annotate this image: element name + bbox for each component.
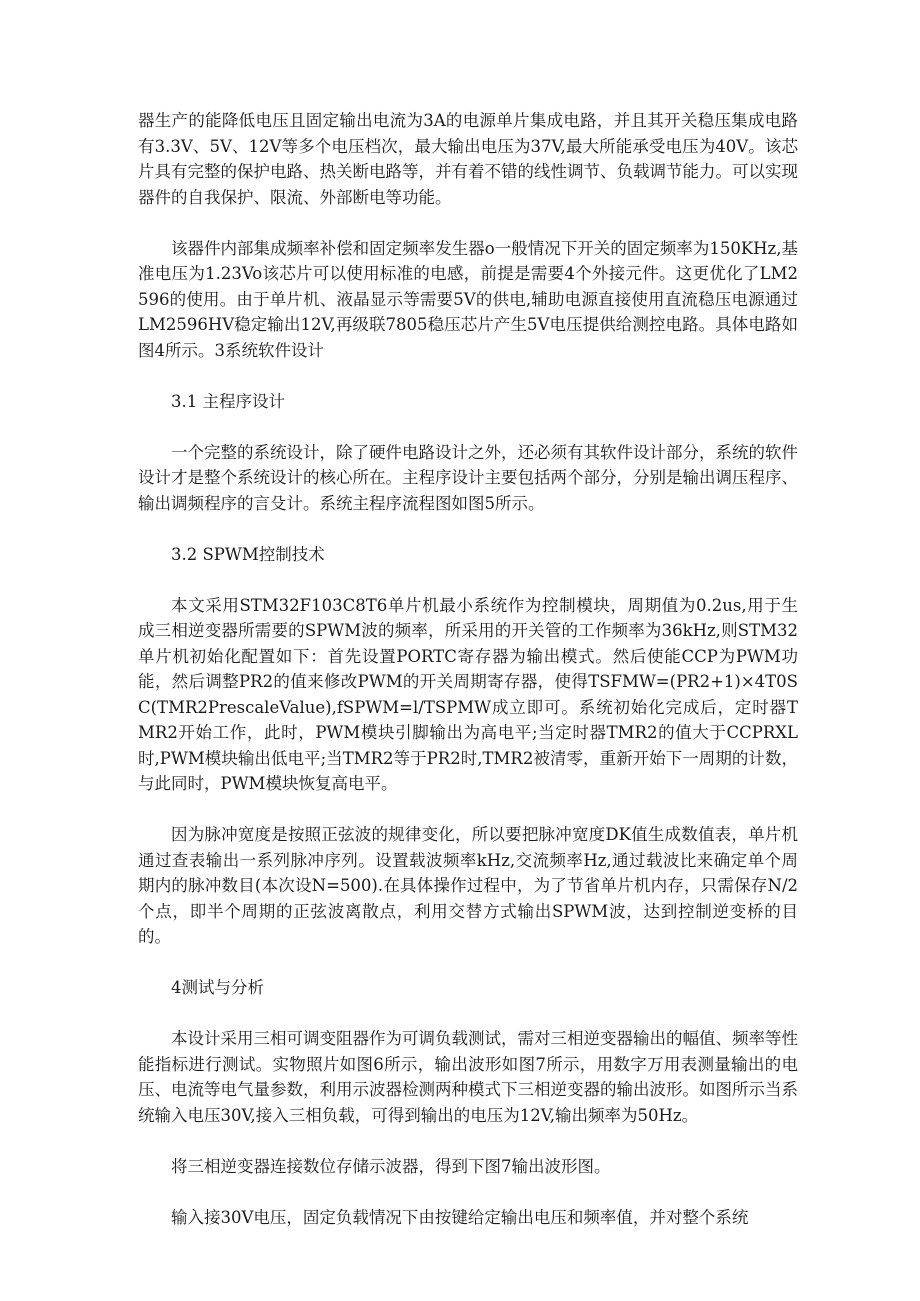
paragraph-pulse-width: 因为脉冲宽度是按照正弦波的规律变化，所以要把脉冲宽度DK值生成数值表，单片机通过查表输出一系列脉冲序列。设置载波频率kHz,交流频率Hz,通过载波比来确定单个周期内的脉冲数目(本次设N=500).在具体操作过程中，为了节省单片机内存，只需保存N/2个点，即半个周期的正弦波离散点，利用交替方式输出SPWM波，达到控制逆变桥的目的。 (138, 825, 798, 946)
paragraph-oscilloscope: 将三相逆变器连接数位存储示波器，得到下图7输出波形图。 (171, 1156, 611, 1176)
section-heading-4: 4测试与分析 (171, 978, 264, 997)
section-heading-3-1: 3.1 主程序设计 (171, 391, 285, 411)
paragraph-frequency-compensation: 该器件内部集成频率补偿和固定频率发生器o一般情况下开关的固定频率为150KHz,基准电压为1.23Vo该芯片可以使用标准的电感，前提是需要4个外接元件。这更优化了LM2596的使用。由于单片机、液晶显示等需要5V的供电,辅助电源直接使用直流稳压电源通过LM2596HV稳定输出12V,再级联7805稳压芯片产生5V电压提供给测控电路。具体电路如图4所示。3系统软件设计 (138, 238, 798, 360)
paragraph-stm32-config: 本文采用STM32F103C8T6单片机最小系统作为控制模块，周期值为0.2us,用于生成三相逆变器所需要的SPWM波的频率，所采用的开关管的工作频率为36kHz,则STM32单片机初始化配置如下：首先设置PORTC寄存器为输出模式。然后使能CCP为PWM功能，然后调整PR2的值来修改PWM的开关周期寄存器，使得TSFMW=(PR2+1)×4T0SC(TMR2PrescaleValue),fSPWM=l/TSPMW成立即可。系统初始化完成后，定时器TMR2开始工作，此时，PWM模块引脚输出为高电平;当定时器TMR2的值大于CCPRXL时,PWM模块输出低电平;当TMR2等于PR2时,TMR2被清零，重新开始下一周期的计数，与此同时，PWM模块恢复高电平。 (138, 595, 798, 793)
section-heading-3-2: 3.2 SPWM控制技术 (171, 544, 325, 564)
paragraph-lm2596-intro: 器生产的能降低电压且固定输出电流为3A的电源单片集成电路，并且其开关稳压集成电路有3.3V、5V、12V等多个电压档次，最大输出电压为37V,最大所能承受电压为40V。该芯片具有完整的保护电路、热关断电路等，并有着不错的线性调节、负载调节能力。可以实现器件的自我保护、限流、外部断电等功能。 (138, 111, 798, 207)
document-page (138, 108, 798, 1256)
paragraph-testing: 本设计采用三相可调变阻器作为可调负载测试，需对三相逆变器输出的幅值、频率等性能指标进行测试。实物照片如图6所示，输出波形如图7所示，用数字万用表测量输出的电压、电流等电气量参数，利用示波器检测两种模式下三相逆变器的输出波形。如图所示当系统输入电压30V,接入三相负载，可得到输出的电压为12V,输出频率为50Hz。 (138, 1029, 798, 1125)
paragraph-main-program: 一个完整的系统设计，除了硬件电路设计之外，还必须有其软件设计部分，系统的软件设计才是整个系统设计的核心所在。主程序设计主要包括两个部分，分别是输出调压程序、输出调频程序的言殳计。系统主程序流程图如图5所示。 (138, 442, 798, 513)
paragraph-input-voltage: 输入接30V电压，固定负载情况下由按键给定输出电压和频率值，并对整个系统 (171, 1207, 749, 1227)
